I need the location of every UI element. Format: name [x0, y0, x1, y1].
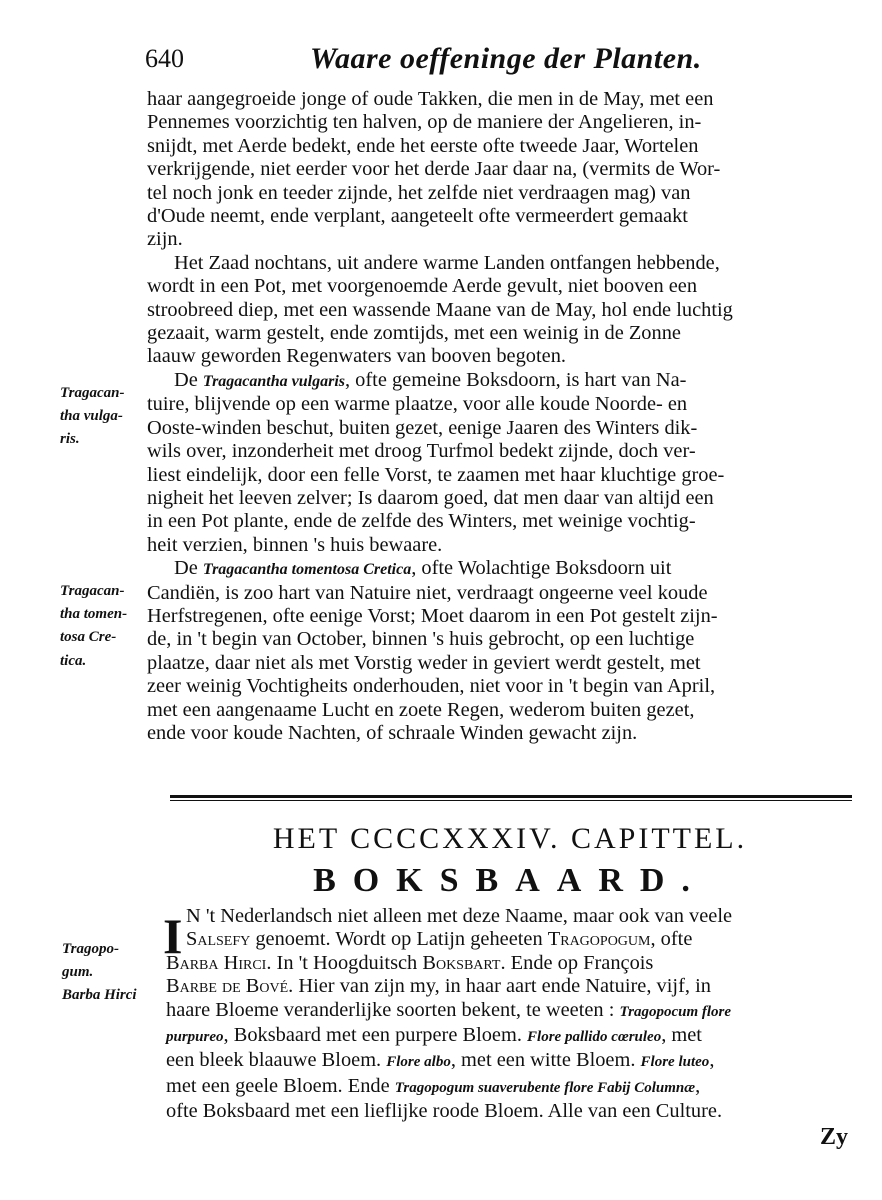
text-line: Ooste-winden beschut, buiten gezet, eenige Jaaren des Winters dik-: [147, 416, 698, 439]
text-line: ende voor koude Nachten, of schraale Winden gewacht zijn.: [147, 721, 638, 744]
chapter-text: [166, 905, 856, 1124]
margin-note-line: Tragopo-: [62, 941, 119, 957]
text-line: haar aangegroeide jonge of oude Takken, die men in de May, met een: [147, 88, 714, 110]
line-part: , met: [661, 1024, 702, 1047]
line-part: . Ende op François: [500, 951, 654, 974]
text-line: [166, 975, 856, 998]
text-line: [166, 1075, 856, 1100]
term-name: Boksbart: [422, 951, 501, 974]
margin-note-line: tha tomen-: [60, 606, 128, 623]
species-name: Tragacantha vulgaris: [202, 372, 345, 390]
text-line: ofte Boksbaard met een lieflijke roode Bloem. Alle van een Culture.: [166, 1100, 723, 1123]
text-line: [166, 999, 856, 1024]
paragraph-first-line: [147, 557, 852, 581]
line-part: genoemt. Wordt op Latijn geheeten: [250, 928, 548, 951]
margin-note-line: Barba Hirci: [62, 987, 137, 1004]
text-line: [166, 952, 856, 975]
margin-note-line: tha vulga-: [60, 408, 123, 425]
text-line: [166, 1024, 856, 1049]
line-part: , ofte: [650, 928, 693, 951]
species-name: Flore pallido cœruleo: [527, 1029, 662, 1046]
species-name: Tragopogum suaverubente flore Fabij Columnæ: [394, 1079, 696, 1096]
margin-note-line: ris.: [60, 431, 80, 448]
term-name: Barba Hirci: [166, 951, 267, 974]
text-line: nigheit het leeven zelver; Is daarom goed, dat men daar van altijd een: [147, 486, 714, 509]
section-divider: [170, 795, 852, 798]
line-part: . In 't Hoogduitsch: [266, 951, 423, 974]
margin-note-line: tosa Cre-: [60, 629, 117, 646]
text-line: [166, 1049, 856, 1074]
line-part: ,: [709, 1049, 715, 1072]
chapter-title: BOKSBAARD.: [313, 862, 707, 899]
text-line: plaatze, daar niet als met Vorstig weder in geviert werdt gestelt, met: [147, 651, 701, 674]
paragraph-first-line: [147, 369, 852, 393]
margin-note-tomentosa: [60, 580, 152, 673]
text-line: gezaait, warm gestelt, ende zomtijds, met een weinig in de Zonne: [147, 322, 681, 345]
text-line: de, in 't begin van October, binnen 's huis gebrocht, op een luchtige: [147, 628, 695, 651]
text-line: d'Oude neemt, ende verplant, aangeteelt ofte vermeerdert gemaakt: [147, 205, 688, 228]
line-part: , met een witte Bloem.: [450, 1049, 641, 1072]
catchword: Zy: [820, 1124, 849, 1150]
text-line: wils over, inzonderheit met droog Turfmol bedekt zijnde, doch ver-: [147, 440, 696, 463]
text-line: met een aangenaame Lucht en zoete Regen, wederom buiten gezet,: [147, 698, 695, 721]
margin-note-line: gum.: [62, 964, 94, 981]
text-line: verkrijgende, niet eerder voor het derde Jaar daar na, (vermits de Wor-: [147, 158, 721, 181]
text-line: Candiën, is zoo hart van Natuire niet, verdraagt ongeerne veel koude: [147, 581, 708, 604]
text-line: zijn.: [147, 228, 183, 251]
line-part: ,: [695, 1074, 701, 1097]
species-name: Flore albo: [386, 1054, 451, 1071]
running-title: Waare oeffeninge der Planten.: [310, 42, 702, 75]
margin-note-tragopogum: [62, 938, 154, 1008]
text-line: Pennemes voorzichtig ten halven, op de maniere der Angelieren, in-: [147, 111, 702, 134]
line-part: haare Bloeme veranderlijke soorten bekent, te weeten :: [166, 998, 620, 1021]
lead-word: De: [174, 368, 198, 391]
page-number: 640: [145, 44, 184, 73]
text-line: liest eindelijk, door een felle Vorst, te zaamen met haar kluchtige groe-: [147, 463, 725, 486]
term-name: Salsefy: [186, 928, 251, 951]
species-name: Flore luteo: [640, 1054, 710, 1071]
text-line: Het Zaad nochtans, uit andere warme Landen ontfangen hebbende,: [174, 251, 720, 274]
section-divider-thin: [170, 800, 852, 801]
line-rest: , ofte gemeine Boksdoorn, is hart van Na-: [344, 368, 687, 391]
text-line: snijdt, met Aerde bedekt, ende het eerste ofte tweede Jaar, Wortelen: [147, 134, 699, 157]
species-name: Tragopocum flore: [619, 1003, 732, 1020]
line-part: , Boksbaard met een purpere Bloem.: [223, 1024, 528, 1047]
term-name: Barbe de Bové: [166, 975, 289, 998]
text-line: tel noch jonk en teeder zijnde, het zelfde niet verdraagen mag) van: [147, 181, 691, 204]
line-part: met een geele Bloem. Ende: [166, 1074, 395, 1097]
text-line: stroobreed diep, met een wassende Maane van de May, hol ende luchtig: [147, 298, 733, 321]
main-text: [147, 88, 852, 745]
chapter-heading: HET CCCCXXXIV. CAPITTEL.: [272, 822, 748, 855]
text-line: N 't Nederlandsch niet alleen met deze Naame, maar ook van veele: [186, 905, 733, 927]
lead-word: De: [174, 557, 198, 580]
text-line: heit verzien, binnen 's huis bewaare.: [147, 533, 443, 556]
text-line: in een Pot plante, ende de zelfde des Winters, met weinige vochtig-: [147, 510, 696, 533]
text-line: zeer weinig Vochtigheits onderhouden, niet voor in 't begin van April,: [147, 675, 716, 698]
page-header: [145, 40, 845, 80]
line-rest: , ofte Wolachtige Boksdoorn uit: [411, 557, 672, 580]
margin-note-line: Tragacan-: [60, 385, 125, 401]
text-line: tuire, blijvende op een warme plaatze, voor alle koude Noorde- en: [147, 393, 688, 416]
drop-cap: I: [163, 908, 183, 964]
margin-note-line: Tragacan-: [60, 583, 125, 599]
text-line: laauw geworden Regenwaters van booven begoten.: [147, 345, 566, 368]
text-line: wordt in een Pot, met voorgenoemde Aerde gevult, niet booven een: [147, 275, 698, 298]
species-name: purpureo: [166, 1029, 224, 1046]
term-name: Tragopogum: [547, 928, 651, 951]
line-part: . Hier van zijn my, in haar aart ende Natuire, vijf, in: [288, 975, 711, 998]
species-name: Tragacantha tomentosa Cretica: [202, 561, 412, 579]
text-line: [166, 928, 856, 951]
text-line: Herfstregenen, ofte eenige Vorst; Moet daarom in een Pot gestelt zijn-: [147, 604, 718, 627]
margin-note-vulgaris: [60, 382, 152, 452]
margin-note-line: tica.: [60, 652, 87, 669]
line-part: een bleek blaauwe Bloem.: [166, 1049, 387, 1072]
